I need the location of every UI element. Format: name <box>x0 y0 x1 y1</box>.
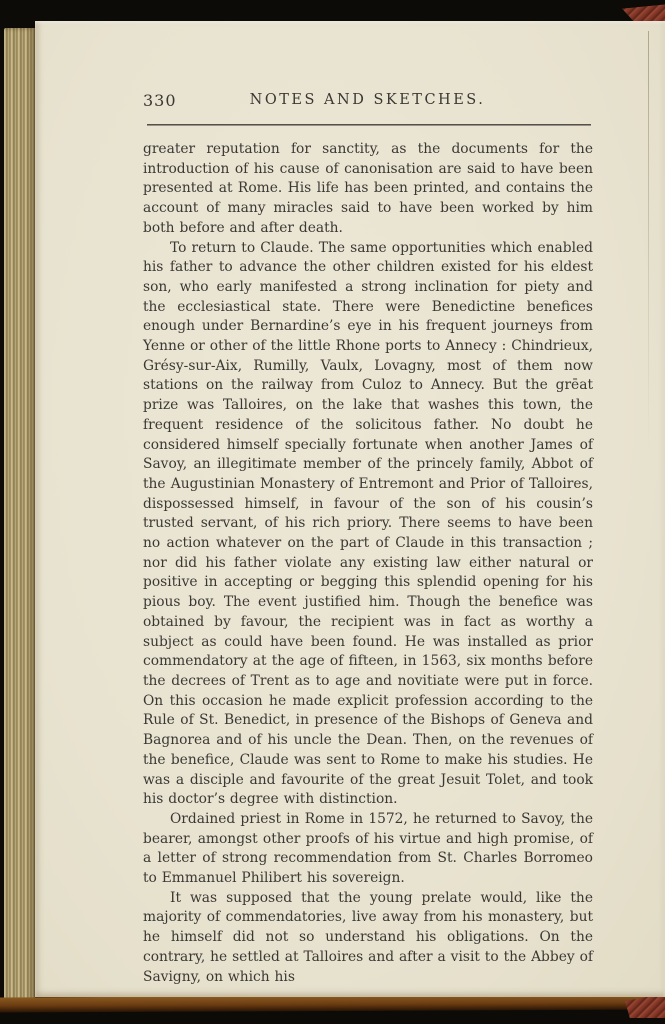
paragraph: It was supposed that the young prelate would, like the majority of commendatories, live away from his monastery, but he himself did not so understand his obligations. On the contrary, he settled at Talloires and after a visit to the Abbey of Savigny, on which his <box>143 889 593 985</box>
paragraph: greater reputation for sanctity, as the documents for the introduction of his cause of canonisation are said to have been presented at Rome. His life has been printed, and contains the account of many miracles said to have been worked by him both before and after death. <box>143 141 593 236</box>
running-title: NOTES AND SKETCHES. <box>249 92 486 108</box>
header-rule <box>147 124 591 126</box>
book-cover-bottom-strip <box>0 995 665 1013</box>
page-header <box>143 91 592 111</box>
book-page-edges <box>4 28 35 1006</box>
body-text <box>143 140 593 987</box>
book-page <box>35 21 665 997</box>
page-number: 330 <box>143 91 177 110</box>
paragraph: Ordained priest in Rome in 1572, he returned to Savoy, the bearer, amongst other proofs of his virtue and high promise, of a letter of strong recommendation from St. Charles Borromeo to Emmanuel Philibert his sovereign. <box>143 810 593 887</box>
page-crease <box>648 31 649 451</box>
paragraph: To return to Claude. The same opportunities which enabled his father to advance the other children existed for his eldest son, who early manifested a strong inclination for piety and the ecclesiastical state. There were Benedictine benefices enough under Bernardine’s eye in his frequent journeys from Yenne or other of the little Rhone ports to Annecy : Chindrieux, Grésy-sur-Aix, Rumilly, Vaulx, Lovagny, most of them now stations on the railway from Culoz to Annecy. But the grēat prize was Talloires, on the lake that washes this town, the frequent residence of the solicitous father. No doubt he considered himself specially fortunate when another James of Savoy, an illegitimate member of the princely family, Abbot of the Augustinian Monastery of Entremont and Prior of Talloires, dispossessed himself, in favour of the son of his cousin’s trusted servant, of his rich priory. There seems to have been no action whatever on the part of Claude in this transaction ; nor did his father violate any existing law either natural or positive in accepting or begging this splendid opening for his pious boy. The event justified him. Though the benefice was obtained by favour, the recipient was in fact as worthy a subject as could have been found. He was installed as prior commendatory at the age of fifteen, in 1563, six months before the decrees of Trent as to age and novitiate were put in force. On this occasion he made explicit profession according to the Rule of St. Benedict, in presence of the Bishops of Geneva and Bagnorea and of his uncle the Dean. Then, on the revenues of the benefice, Claude was sent to Rome to make his studies. He was a disciple and favourite of the great Jesuit Tolet, and took his doctor’s degree with distinction. <box>143 239 593 808</box>
